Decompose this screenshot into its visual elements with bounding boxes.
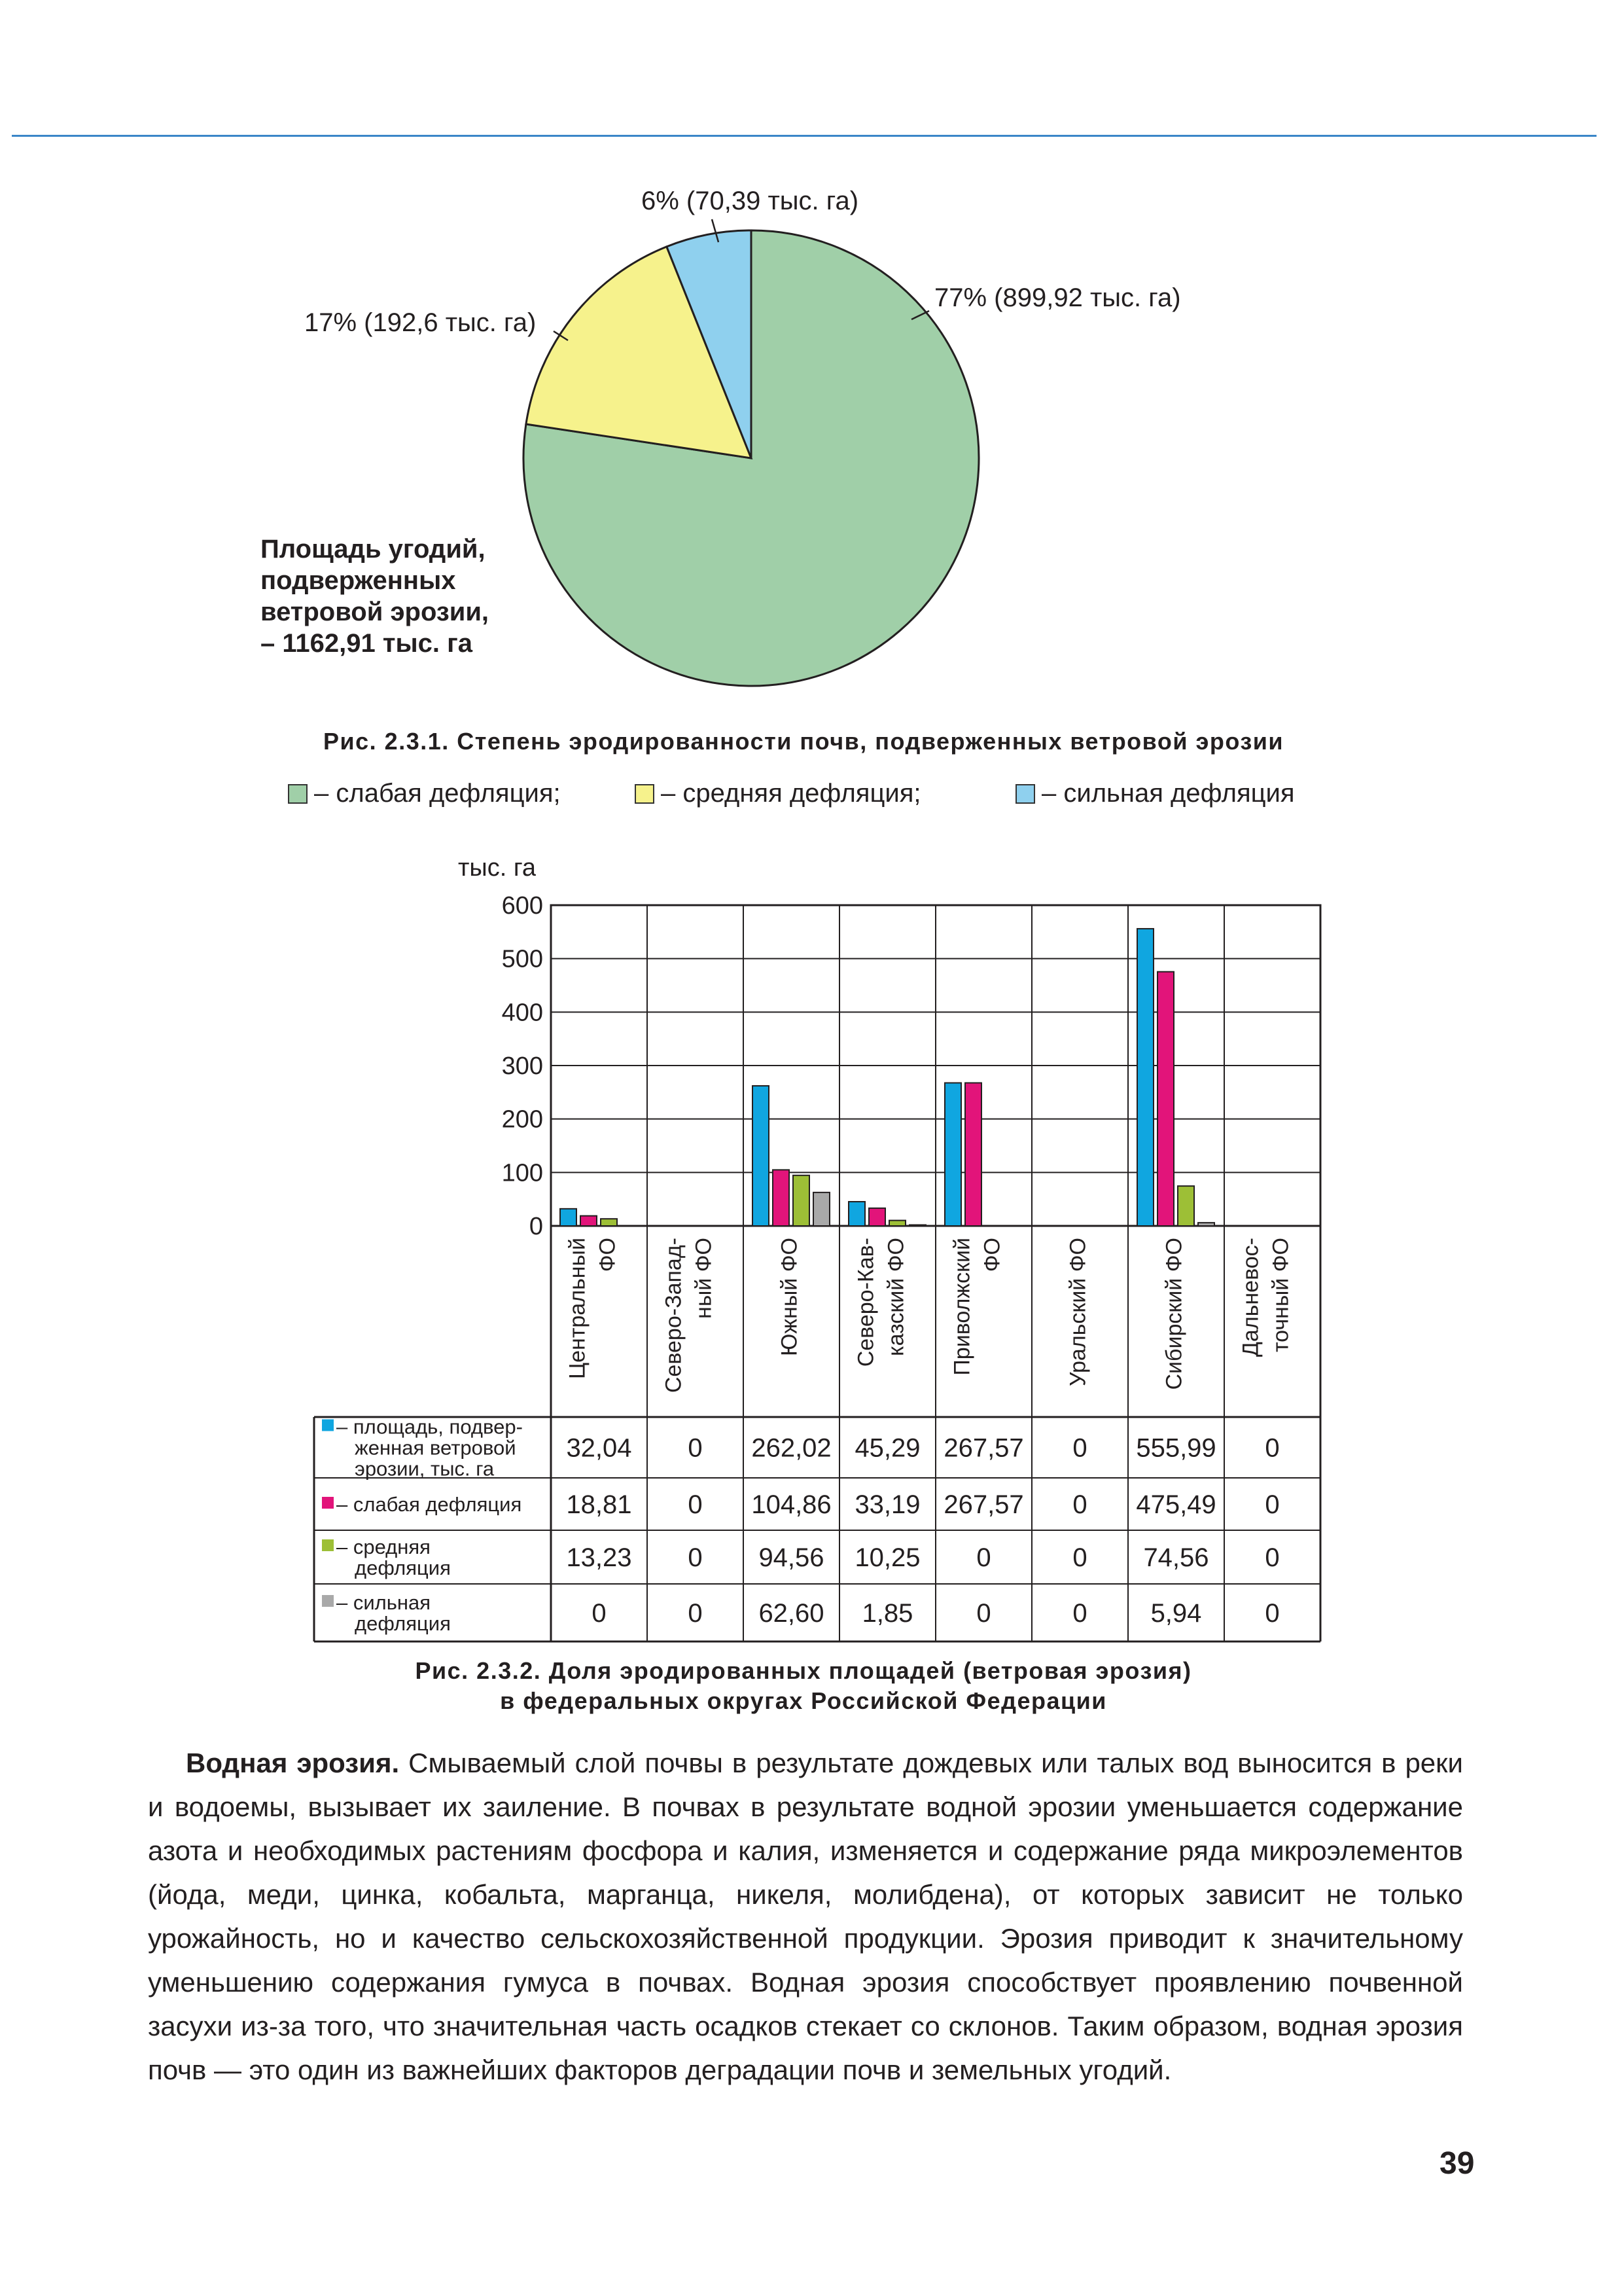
table-cell: 0 bbox=[976, 1543, 991, 1572]
figure-caption-2-line: в федеральных округах Российской Федерации bbox=[500, 1687, 1107, 1714]
series-label: эрозии, тыс. га bbox=[355, 1457, 495, 1480]
series-label: дефляция bbox=[355, 1556, 451, 1579]
series-label: – площадь, подвер- bbox=[336, 1415, 523, 1439]
bar bbox=[889, 1221, 906, 1226]
category-label: Приволжский bbox=[949, 1238, 975, 1376]
category-label: Южный ФО bbox=[777, 1238, 802, 1357]
y-tick-label: 200 bbox=[501, 1105, 543, 1134]
table-cell: 62,60 bbox=[758, 1599, 824, 1628]
table-cell: 0 bbox=[688, 1543, 703, 1572]
y-tick-label: 0 bbox=[529, 1213, 543, 1240]
paragraph-lead: Водная эрозия. bbox=[186, 1748, 400, 1778]
table-cell: 262,02 bbox=[751, 1433, 832, 1463]
series-swatch bbox=[322, 1497, 334, 1509]
legend-item bbox=[288, 779, 561, 808]
bar bbox=[1157, 972, 1174, 1226]
table-cell: 13,23 bbox=[566, 1543, 632, 1572]
table-cell: 1,85 bbox=[862, 1599, 913, 1628]
table-cell: 10,25 bbox=[855, 1543, 921, 1572]
bar bbox=[560, 1209, 576, 1226]
bar bbox=[945, 1083, 961, 1226]
category-label: казский ФО bbox=[883, 1238, 909, 1356]
table-cell: 94,56 bbox=[758, 1543, 824, 1572]
category-label: Сибирский ФО bbox=[1161, 1238, 1187, 1390]
series-label: женная ветровой bbox=[355, 1436, 516, 1460]
bar bbox=[909, 1225, 926, 1226]
table-cell: 0 bbox=[688, 1490, 703, 1519]
bar bbox=[1178, 1186, 1194, 1226]
table-cell: 33,19 bbox=[855, 1490, 921, 1519]
bar-chart bbox=[0, 844, 1607, 1649]
pie-total-line: подверженных bbox=[260, 566, 456, 595]
legend-item bbox=[635, 779, 921, 808]
table-cell: 0 bbox=[592, 1599, 607, 1628]
paragraph-text: Смываемый слой почвы в результате дождевых или талых вод выносится в реки и водоемы, вызывает их заиление. В почвах в результате водной эрозии уменьшается содержание азота и необходимых растениям фосфора и калия, изменяется и содержание ряда микроэлементов (йода, меди, цинка, кобальта, марганца, никеля, молибдена), от которых зависит не только урожайность, но и качество сельскохозяйственной продукции. Эрозия приводит к значительному уменьшению содержания гумуса в почвах. Водная эрозия способствует проявлению почвенной засухи из-за того, что значительная часть осадков стекает со склонов. Таким образом, водная эрозия почв — это один из важнейших факторов деградации почв и земельных угодий. bbox=[148, 1748, 1463, 2085]
category-label: Северо-Запад- bbox=[661, 1238, 686, 1393]
bar bbox=[1198, 1223, 1214, 1226]
bar bbox=[965, 1083, 981, 1226]
bar bbox=[580, 1216, 597, 1226]
pie-total-line: – 1162,91 тыс. га bbox=[260, 629, 472, 658]
category-label: ный ФО bbox=[691, 1238, 716, 1319]
body-paragraph bbox=[148, 1741, 1463, 2092]
legend-label: – средняя дефляция; bbox=[661, 779, 921, 808]
bar bbox=[793, 1175, 809, 1226]
y-axis-unit: тыс. га bbox=[458, 854, 536, 882]
bar bbox=[1137, 929, 1154, 1226]
table-cell: 0 bbox=[1265, 1490, 1280, 1519]
category-label: точный ФО bbox=[1268, 1238, 1294, 1353]
figure-caption-2-line: Рис. 2.3.2. Доля эродированных площадей (ветровая эрозия) bbox=[415, 1657, 1192, 1684]
table-cell: 0 bbox=[688, 1433, 703, 1463]
table-cell: 0 bbox=[976, 1599, 991, 1628]
series-label: – слабая дефляция bbox=[336, 1493, 522, 1516]
table-cell: 0 bbox=[1072, 1490, 1087, 1519]
table-cell: 0 bbox=[1072, 1433, 1087, 1463]
bar bbox=[849, 1202, 865, 1226]
table-cell: 0 bbox=[1265, 1543, 1280, 1572]
table-cell: 74,56 bbox=[1143, 1543, 1209, 1572]
category-label: Центральный bbox=[565, 1238, 590, 1379]
pie-total-line: ветровой эрозии, bbox=[260, 598, 489, 626]
y-tick-label: 300 bbox=[501, 1052, 543, 1080]
bar bbox=[752, 1086, 769, 1226]
table-cell: 0 bbox=[1265, 1599, 1280, 1628]
legend-swatch-blue bbox=[1015, 784, 1035, 804]
table-cell: 0 bbox=[1072, 1599, 1087, 1628]
table-cell: 0 bbox=[1265, 1433, 1280, 1463]
table-cell: 32,04 bbox=[566, 1433, 632, 1463]
legend-item bbox=[1015, 779, 1295, 808]
legend-swatch-yellow bbox=[635, 784, 654, 804]
table-cell: 18,81 bbox=[566, 1490, 632, 1519]
series-swatch bbox=[322, 1420, 334, 1431]
y-tick-label: 600 bbox=[501, 892, 543, 920]
bar bbox=[773, 1170, 789, 1226]
legend-label: – слабая дефляция; bbox=[314, 779, 561, 808]
legend-label: – сильная дефляция bbox=[1042, 779, 1295, 808]
y-tick-label: 400 bbox=[501, 999, 543, 1027]
pie-label-green: 77% (899,92 тыс. га) bbox=[934, 283, 1181, 312]
bar bbox=[869, 1208, 885, 1226]
pie-label-blue: 6% (70,39 тыс. га) bbox=[641, 187, 859, 215]
category-label: ФО bbox=[595, 1238, 620, 1272]
legend-swatch-green bbox=[288, 784, 308, 804]
category-label: ФО bbox=[980, 1238, 1005, 1272]
y-tick-label: 100 bbox=[501, 1159, 543, 1187]
category-label: Северо-Кав- bbox=[853, 1238, 879, 1367]
category-label: Уральский ФО bbox=[1065, 1238, 1091, 1387]
category-label: Дальневос- bbox=[1238, 1238, 1263, 1357]
table-cell: 104,86 bbox=[751, 1490, 832, 1519]
table-cell: 475,49 bbox=[1136, 1490, 1216, 1519]
pie-chart bbox=[0, 0, 1607, 720]
table-cell: 0 bbox=[1072, 1543, 1087, 1572]
table-cell: 0 bbox=[688, 1599, 703, 1628]
table-cell: 267,57 bbox=[944, 1490, 1024, 1519]
bar bbox=[813, 1193, 830, 1226]
page-number: 39 bbox=[1439, 2146, 1475, 2181]
table-cell: 267,57 bbox=[944, 1433, 1024, 1463]
y-tick-label: 500 bbox=[501, 945, 543, 973]
figure-caption-1: Рис. 2.3.1. Степень эродированности почв, подверженных ветровой эрозии bbox=[323, 728, 1284, 755]
table-cell: 45,29 bbox=[855, 1433, 921, 1463]
series-swatch bbox=[322, 1595, 334, 1607]
bar bbox=[601, 1219, 617, 1226]
series-swatch bbox=[322, 1539, 334, 1551]
table-cell: 555,99 bbox=[1136, 1433, 1216, 1463]
series-label: – средняя bbox=[336, 1535, 431, 1558]
series-label: – сильная bbox=[336, 1591, 431, 1614]
series-label: дефляция bbox=[355, 1612, 451, 1635]
pie-total-line: Площадь угодий, bbox=[260, 535, 486, 564]
pie-label-yellow: 17% (192,6 тыс. га) bbox=[304, 308, 537, 337]
table-cell: 5,94 bbox=[1150, 1599, 1202, 1628]
